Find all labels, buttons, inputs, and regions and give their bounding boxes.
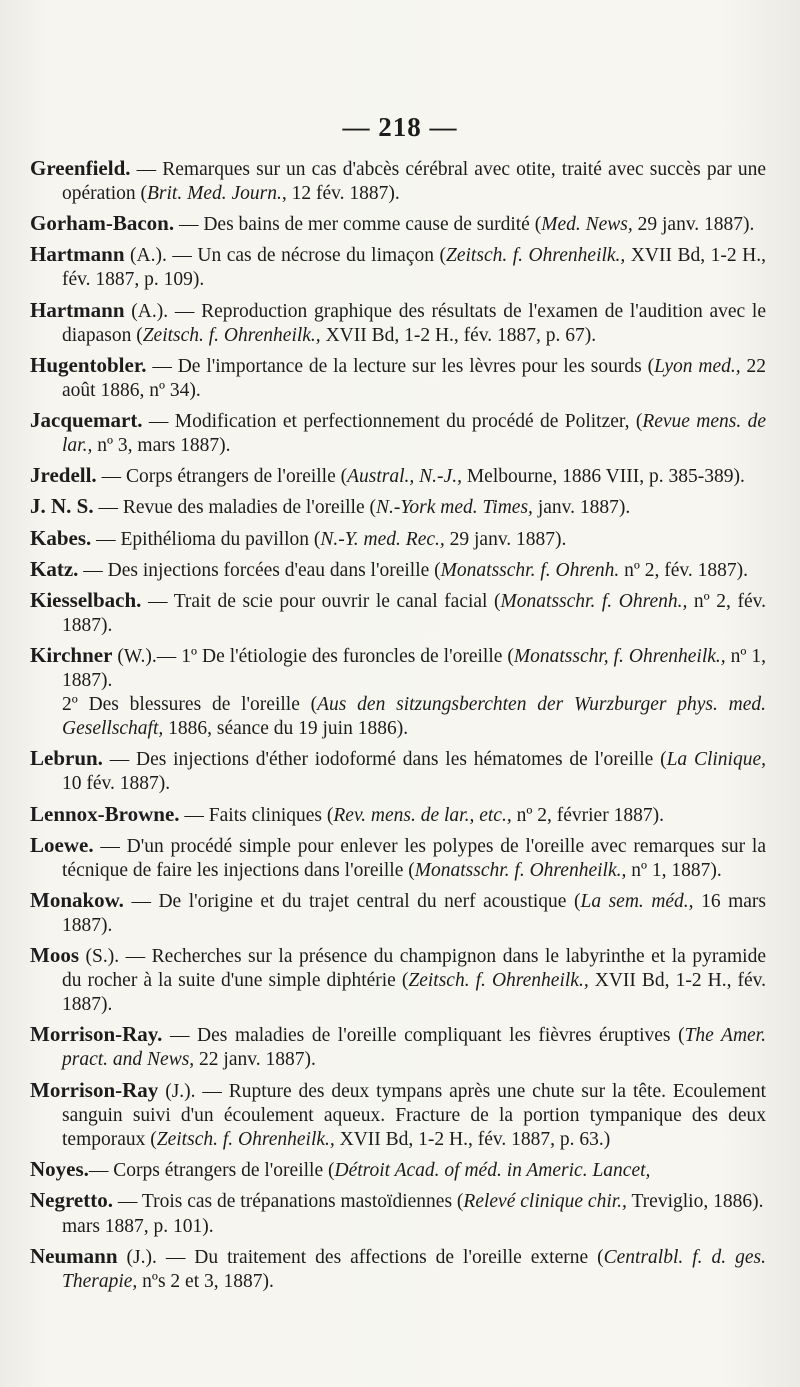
entry-source: La sem. méd., <box>580 891 694 912</box>
entry-author: Moos <box>30 943 79 968</box>
entry-rest: janv. 1887). <box>532 497 631 519</box>
entry-author: Morrison-Ray. <box>30 1022 163 1047</box>
entry-text: — Corps étrangers de l'oreille ( <box>96 466 348 488</box>
entry-source: Zeitsch. f. Ohrenheilk., <box>408 970 589 992</box>
entry-text: — Des maladies de l'oreille compliquant les fièvres éruptives ( <box>162 1025 685 1047</box>
entry-rest: 16 mars 1887). <box>62 891 767 936</box>
entry-rest: Melbourne, 1886 VIII, p. 385-389). <box>461 466 745 488</box>
entry-rest: XVII Bd, 1-2 H., fév. 1887, p. 109). <box>62 245 767 291</box>
entry-author: Monakow. <box>30 888 124 912</box>
entry-source: Zeitsch. f. Ohrenheilk., <box>142 324 321 346</box>
bibliography-entry <box>30 588 766 638</box>
entry-author: J. N. S. <box>30 494 94 519</box>
entry-author: Hugentobler. <box>30 352 147 377</box>
bibliography-entry <box>30 643 766 693</box>
entry-source: Relevé clinique chir., <box>463 1190 627 1212</box>
bibliography-entry <box>30 1188 766 1214</box>
entry-rest: nº 1, 1887). <box>62 646 767 692</box>
entry-rest: 10 fév. 1887). <box>62 773 171 795</box>
entry-rest: XVII Bd, 1-2 H., fév. 1887). <box>62 970 767 1016</box>
entry-rest: 22 août 1886, nº 34). <box>62 355 766 401</box>
bibliography-subentry <box>30 693 766 741</box>
entry-author: Noyes. <box>30 1156 89 1181</box>
entry-text: — Des bains de mer comme cause de surdité ( <box>174 214 542 236</box>
entry-source: Monatsschr, f. Ohrenheilk., <box>513 646 726 668</box>
subentry-rest: 1886, séance du 19 juin 1886). <box>163 718 409 740</box>
entry-text: — Faits cliniques ( <box>179 804 334 826</box>
entry-source: Monatsschr. f. Ohrenheilk., <box>414 859 627 881</box>
entry-source: La Clinique, <box>666 749 766 771</box>
entry-author: Kiesselbach. <box>30 587 142 612</box>
bibliography-entry <box>30 1022 766 1072</box>
entry-text: — Trois cas de trépanations mastoïdiennes ( <box>113 1190 464 1212</box>
entry-author: Jacquemart. <box>30 407 143 432</box>
bibliography-entry <box>30 526 766 552</box>
entry-text: — Des injections forcées d'eau dans l'oreille ( <box>78 559 441 581</box>
entry-source: Austral., N.-J., <box>347 466 462 488</box>
entry-source: Lyon med., <box>654 355 741 377</box>
entry-source: Rev. mens. de lar., etc., <box>333 804 512 826</box>
entry-rest: nº 3, mars 1887). <box>92 434 231 456</box>
entry-text: (J.). — Du traitement des affections de l'oreille externe ( <box>117 1247 604 1269</box>
bibliography-entry <box>30 1078 766 1152</box>
bibliography-list <box>30 156 766 1300</box>
entry-text: (S.). — Recherches sur la présence du champignon dans le labyrinthe et la pyramide du rocher à la suite d'une simple diphtérie ( <box>62 946 766 992</box>
subentry-text: 2º Des blessures de l'oreille ( <box>62 694 318 716</box>
entry-rest: , 12 fév. 1887). <box>281 183 400 204</box>
entry-rest: XVII Bd, 1-2 H., fév. 1887, p. 67). <box>320 324 597 346</box>
entry-text: (A.). — Un cas de nécrose du limaçon ( <box>124 245 447 267</box>
entry-source: N.-York med. Times, <box>376 497 533 519</box>
entry-author: Lebrun. <box>30 746 103 771</box>
entry-source: Med. News, <box>541 214 633 236</box>
entry-text: — Trait de scie pour ouvrir le canal facial ( <box>141 590 501 612</box>
entry-text: — De l'origine et du trajet central du nerf acoustique ( <box>123 891 581 912</box>
entry-author: Katz. <box>30 556 79 581</box>
entry-author: Morrison-Ray <box>30 1077 159 1102</box>
entry-source: Centralbl. f. d. ges. Therapie, <box>62 1247 766 1293</box>
entry-rest: 29 janv. 1887). <box>632 214 755 236</box>
entry-rest: nº 2, fév. 1887). <box>62 590 766 636</box>
entry-source: The Amer. pract. and News, <box>62 1025 766 1071</box>
entry-rest: 22 janv. 1887). <box>194 1049 316 1071</box>
entry-author: Loewe. <box>30 832 94 857</box>
entry-text: (J.). — Rupture des deux tympans après une chute sur la tête. Ecoulement sanguin suivi d'un écoulement aqueux. Fracture de la portion tympanique des deux temporaux ( <box>62 1080 766 1150</box>
entry-source: Revue mens. de lar., <box>62 410 766 456</box>
entry-source: Zeitsch. f. Ohrenheilk., <box>446 245 626 267</box>
entry-text: — Corps étrangers de l'oreille ( <box>88 1159 335 1181</box>
entry-continuation: mars 1887, p. 101). <box>62 1216 214 1238</box>
entry-source: Brit. Med. Journ. <box>147 183 282 204</box>
entry-source: Monatsschr. f. Ohrenh., <box>500 590 688 612</box>
entry-author: Hartmann <box>30 297 125 322</box>
entry-text: — Remarques sur un cas d'abcès cérébral avec otite, traité avec succès par une opération ( <box>62 159 766 204</box>
entry-text: (W.).— 1º De l'étiologie des furoncles de l'oreille ( <box>112 646 514 668</box>
subentry-source: Aus den sitzungsberchten der Wurzburger phys. med. Gesellschaft, <box>62 694 766 740</box>
bibliography-entry <box>30 1244 766 1294</box>
entry-rest: XVII Bd, 1-2 H., fév. 1887, p. 63.) <box>334 1128 611 1150</box>
bibliography-entry <box>30 943 766 1017</box>
bibliography-entry <box>30 211 766 237</box>
bibliography-entry <box>30 888 766 938</box>
entry-author: Jredell. <box>30 463 97 488</box>
entry-text: — D'un procédé simple pour enlever les polypes de l'oreille avec remarques sur la técnique de faire les injections dans l'oreille ( <box>62 835 766 881</box>
entry-rest: nº 2, fév. 1887). <box>619 559 749 581</box>
entry-author: Gorham-Bacon. <box>30 211 175 236</box>
bibliography-entry <box>30 408 766 458</box>
bibliography-entry <box>30 802 766 828</box>
entry-text: — De l'importance de la lecture sur les lèvres pour les sourds ( <box>146 355 655 377</box>
entry-source: Monatsschr. f. Ohrenh. <box>440 559 620 581</box>
entry-text: (A.). — Reproduction graphique des résultats de l'examen de l'audition avec le diapason ( <box>62 300 766 346</box>
entry-rest: Treviglio, 1886). <box>626 1190 764 1212</box>
entry-author: Hartmann <box>30 242 125 267</box>
entry-rest: 29 janv. 1887). <box>444 528 567 550</box>
bibliography-entry <box>30 557 766 583</box>
bibliography-entry <box>30 242 766 292</box>
entry-source: Zeitsch. f. Ohrenheilk., <box>156 1128 335 1150</box>
page-number: — 218 — <box>342 112 458 142</box>
entry-text: — Epithélioma du pavillon ( <box>91 528 321 550</box>
entry-author: Greenfield. <box>30 156 131 180</box>
entry-rest: nºs 2 et 3, 1887). <box>137 1271 274 1293</box>
entry-rest: nº 2, février 1887). <box>511 804 664 826</box>
bibliography-entry <box>30 156 766 206</box>
bibliography-entry <box>30 494 766 520</box>
entry-author: Negretto. <box>30 1187 113 1212</box>
entry-text: — Modification et perfectionnement du procédé de Politzer, ( <box>142 410 643 432</box>
entry-source: N.-Y. med. Rec., <box>320 528 445 550</box>
entry-author: Kabes. <box>30 525 92 550</box>
bibliography-entry <box>30 833 766 883</box>
bibliography-entry <box>30 353 766 403</box>
entry-author: Neumann <box>30 1244 118 1269</box>
entry-text: — Des injections d'éther iodoformé dans les hématomes de l'oreille ( <box>102 749 667 771</box>
bibliography-entry <box>30 463 766 489</box>
bibliography-entry <box>30 1157 766 1183</box>
entry-text: — Revue des maladies de l'oreille ( <box>93 497 376 519</box>
entry-author: Lennox-Browne. <box>30 801 180 826</box>
entry-author: Kirchner <box>30 643 113 668</box>
entry-rest: nº 1, 1887). <box>626 859 722 881</box>
entry-source: Détroit Acad. of méd. in Americ. Lancet, <box>334 1159 651 1181</box>
bibliography-entry <box>30 298 766 348</box>
bibliography-entry <box>30 746 766 796</box>
